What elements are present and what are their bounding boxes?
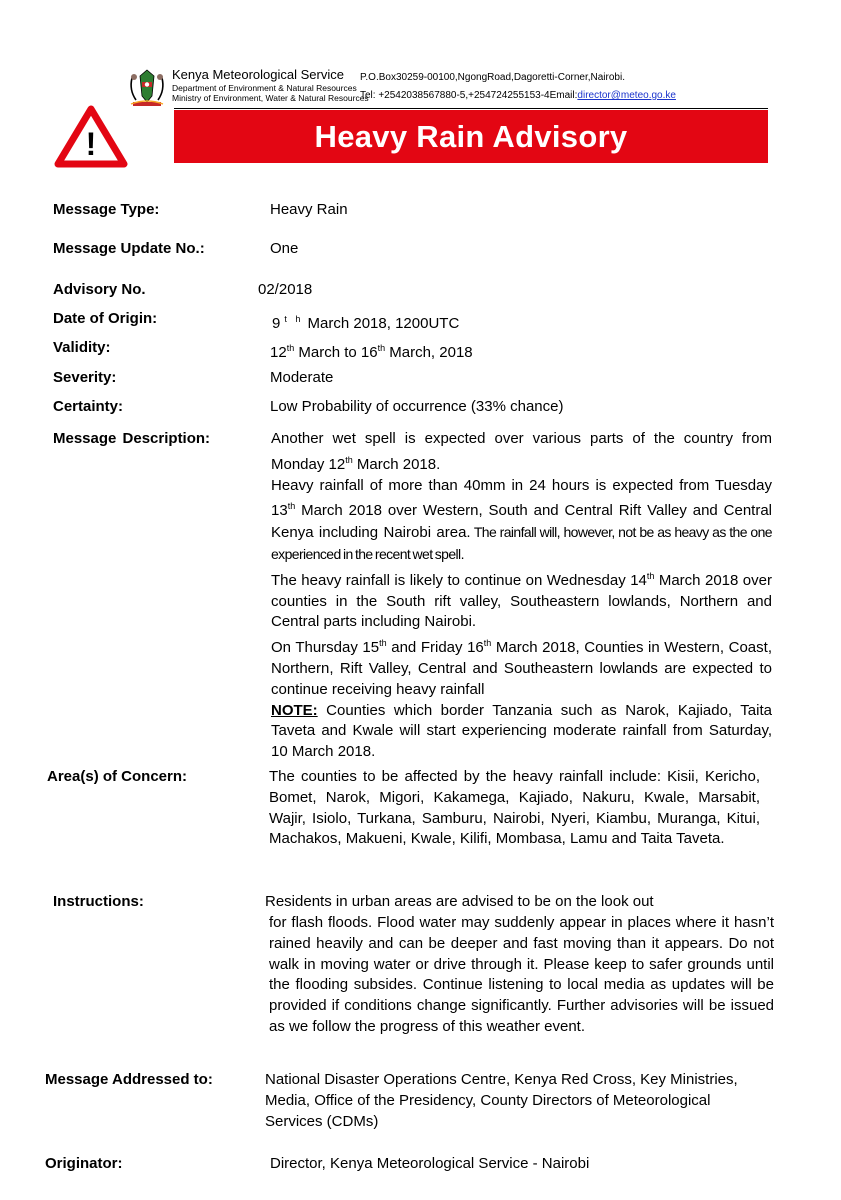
addressed-text: National Disaster Operations Centre, Kenya Red Cross, Key Ministries, Media, Office of the Presidency, County Directors of Meteorological Services (CDMs) [265,1071,738,1130]
description-note: NOTE: Counties which border Tanzania such as Narok, Kajiado, Taita Taveta and Kwale will start experiencing moderate rainfall from Saturday, 10 March 2018. [271,701,772,761]
description-para-3: The heavy rainfall is likely to continue on Wednesday 14th March 2018 over counties in the South rift valley, Southeastern lowlands, Northern and Central parts including Nairobi. [271,570,772,631]
originator-label: Originator: [45,1155,123,1172]
date-of-origin-value: 9 $^{t h}$ March 2018, 1200UTC [272,314,460,332]
certainty-value: Low Probability of occurrence (33% chance) [270,398,564,415]
contact-line [360,90,676,101]
description-body [271,429,772,763]
description-para-2: Heavy rainfall of more than 40mm in 24 hours is expected from Tuesday 13th March 2018 over Western, South and Central Rift Valley and Central Kenya including Nairobi area. The rainfall will, however, not be as heavy as the one experienced in the recent wet spell. [271,476,772,562]
org-ministry: Ministry of Environment, Water & Natural Resources [172,93,369,103]
description-label: Message Description: [53,430,211,447]
address-line: P.O.Box30259-00100,NgongRoad,Dagoretti-Corner,Nairobi. [360,72,625,83]
update-no-value: One [270,240,299,257]
org-name: Kenya Meteorological Service [172,67,344,82]
org-department: Department of Environment & Natural Resources [172,83,357,93]
validity-label: Validity: [53,339,111,356]
advisory-no-label: Advisory No. [53,281,146,298]
severity-value: Moderate [270,369,334,386]
advisory-banner-title: Heavy Rain Advisory [174,110,768,163]
update-no-label: Message Update No.: [53,240,205,257]
date-of-origin-label: Date of Origin: [53,310,158,327]
originator-value: Director, Kenya Meteorological Service - Nairobi [270,1155,590,1172]
severity-label: Severity: [53,369,117,386]
instructions-line-1: Residents in urban areas are advised to be on the look out [265,893,654,910]
warning-triangle-icon [54,104,128,168]
certainty-label: Certainty: [53,398,124,415]
tel-text: Tel: +2542038567880-5,+254724255153-4Email: [360,90,578,101]
areas-text: The counties to be affected by the heavy rainfall include: Kisii, Kericho, Bomet, Narok, Migori, Kakamega, Kajiado, Nakuru, Kwale, Marsabit, Wajir, Isiolo, Turkana, Samburu, Nairobi, Nyeri, Kiambu, Muranga, Kitui, Machakos, Makueni, Kwale, Kilifi, Mombasa, Lamu and Taita Taveta. [269,768,760,848]
email-link[interactable]: director@meteo.go.ke [577,90,676,101]
areas-label: Area(s) of Concern: [47,768,188,785]
description-para-1: Another wet spell is expected over various parts of the country from Monday 12th March 2018. [271,430,772,473]
instructions-text: for flash floods. Flood water may suddenly appear in places where it hasn’t rained heavily and can be deeper and fast moving than it appears. Do not walk in moving water or drive through it. Please keep to safer grounds until the flooding subsides. Continue listening to local media as updates will be provided if conditions change significantly. Further advisories will be issued as we follow the progress of this weather event. [269,914,774,1035]
message-type-value: Heavy Rain [270,201,348,218]
advisory-no-value: 02/2018 [258,281,313,298]
instructions-label: Instructions: [53,893,144,910]
addressed-label: Message Addressed to: [45,1071,213,1088]
description-para-4: On Thursday 15th and Friday 16th March 2018, Counties in Western, Coast, Northern, Rift Valley, Central and Southeastern lowlands are expected to continue receiving heavy rainfall [271,638,772,698]
validity-value: 12th March to 16th March, 2018 [270,343,473,361]
header-rule [174,108,768,109]
coat-of-arms-icon [127,66,167,108]
message-type-label: Message Type: [53,201,160,218]
warning-mark: ! [85,126,97,162]
